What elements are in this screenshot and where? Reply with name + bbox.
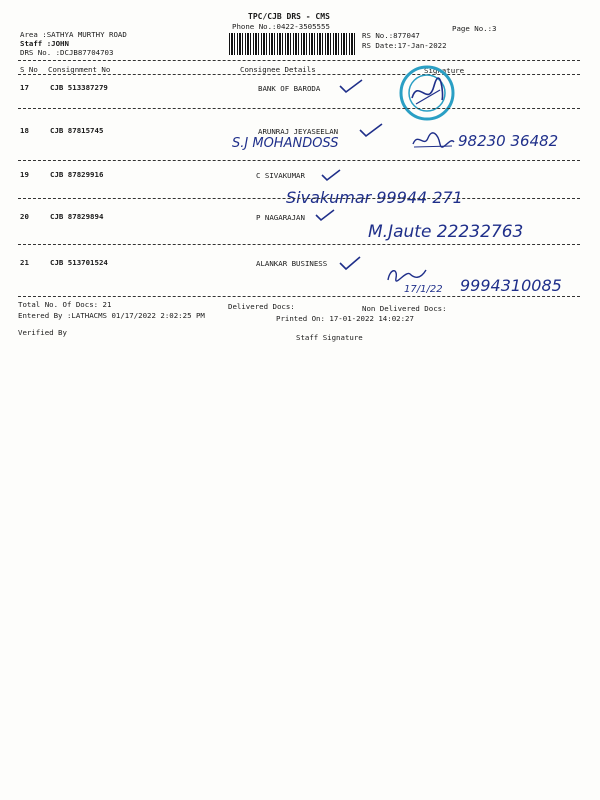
divider [18,244,580,245]
handwritten-signature [384,264,428,286]
row-consignee: ALANKAR BUSINESS [256,259,328,268]
handwritten-receiver-name: S.J MOHANDOSS [232,136,339,151]
col-sno: S No [20,65,38,74]
row-consignee: C SIVAKUMAR [256,171,305,180]
drs-number: DRS No. :DCJB87704703 [20,48,114,57]
handwritten-phone: 9994310085 [460,276,562,295]
row-sno: 18 [20,126,29,135]
divider [18,74,580,75]
total-docs: Total No. Of Docs: 21 [18,300,112,309]
check-mark-icon [320,168,342,182]
col-consignment: Consignment No [48,65,111,74]
rs-date: RS Date:17-Jan-2022 [362,41,447,50]
handwritten-receiver: Sivakumar 99944 271 [286,188,463,207]
check-mark-icon [358,122,384,138]
divider [18,296,580,297]
area-field: Area :SATHYA MURTHY ROAD [20,30,127,39]
divider [18,60,580,61]
row-consignee: P NAGARAJAN [256,213,305,222]
document-title: TPC/CJB DRS - CMS [248,12,330,21]
handwritten-date: 17/1/22 [404,284,443,295]
row-sno: 19 [20,170,29,179]
delivery-stamp [398,64,456,122]
staff-signature-label: Staff Signature [296,333,363,342]
row-consignment: CJB 513387279 [50,83,108,92]
col-consignee: Consignee Details [240,65,316,74]
row-sno: 17 [20,83,29,92]
check-mark-icon [338,255,362,271]
entered-by: Entered By :LATHACMS 01/17/2022 2:02:25 PM [18,311,205,320]
non-delivered-docs: Non Delivered Docs: [362,304,447,313]
row-consignment: CJB 513701524 [50,258,108,267]
staff-field: Staff :JOHN [20,39,69,48]
handwritten-phone: 98230 36482 [458,132,559,150]
printed-on: Printed On: 17-01-2022 14:02:27 [276,314,414,323]
verified-by-label: Verified By [18,328,67,337]
row-consignment: CJB 87829916 [50,170,104,179]
delivered-docs: Delivered Docs: [228,302,295,311]
row-consignment: CJB 87829894 [50,212,104,221]
check-mark-icon [314,208,336,222]
divider [18,198,580,199]
row-consignee: BANK OF BARODA [258,84,321,93]
handwritten-signature [410,130,456,150]
row-consignee: ARUNRAJ JEYASEELAN [258,127,339,136]
check-mark-icon [338,78,364,94]
row-sno: 21 [20,258,29,267]
divider [18,160,580,161]
row-consignment: CJB 87815745 [50,126,104,135]
handwritten-receiver: M.Jaute 22232763 [368,222,524,242]
page-number: Page No.:3 [452,24,497,33]
phone-number: Phone No.:0422-3505555 [232,22,330,31]
rs-number: RS No.:877047 [362,31,420,40]
divider [18,108,580,109]
col-signature: Signature [424,66,465,75]
barcode [229,33,355,55]
row-sno: 20 [20,212,29,221]
